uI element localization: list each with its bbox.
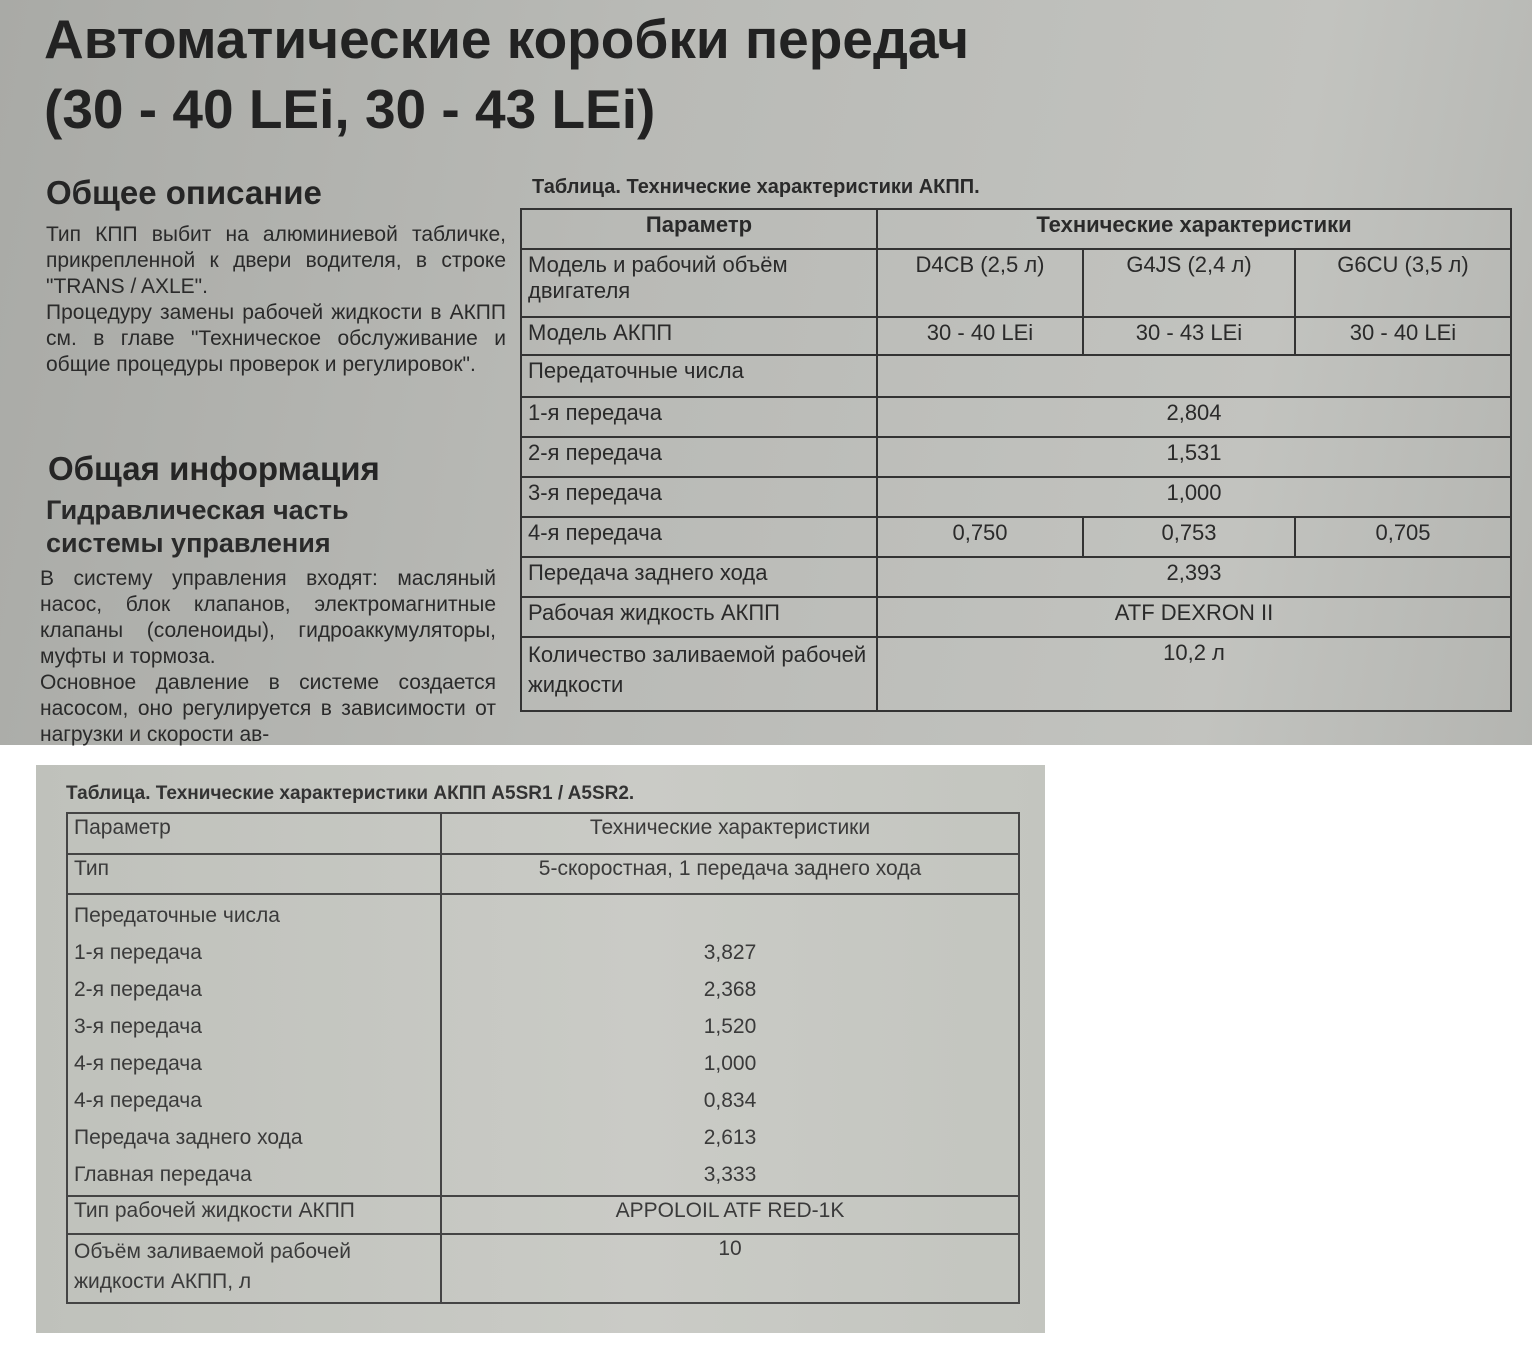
section-heading: Общая информация [48,450,380,487]
paragraph: В систему управления входят: масляный насос, блок клапанов, электромагнитные клапаны (соленоиды), гидроаккумуляторы, муфты и тормоза. Основное давление в системе создается насосом, оно регулируется в зависимости от нагрузки и скорости ав- [40,567,496,746]
cell: 30 - 40 LEi [877,317,1083,355]
header-cell: Параметр [521,209,877,249]
cell: 0,705 [1295,517,1511,557]
cell: 10 [441,1234,1019,1303]
row-label: 4-я передача [521,517,877,557]
spec-table [66,812,1020,1304]
row-label: 3-я передача [521,477,877,517]
row-label: Передаточные числа [521,355,877,397]
cell: APPOLOIL ATF RED-1K [441,1196,1019,1234]
header-cell: Технические характеристики [441,813,1019,854]
cell: G6CU (3,5 л) [1295,249,1511,317]
row-label: Модель АКПП [521,317,877,355]
section-heading: Общее описание [46,174,322,211]
header-cell: Параметр [67,813,441,854]
cell: 30 - 43 LEi [1083,317,1295,355]
cell: ATF DEXRON II [877,597,1511,637]
row-label: Количество заливаемой рабочей жидкости [521,637,877,711]
cell: D4CB (2,5 л) [877,249,1083,317]
ratio-values: 3,827 2,368 1,520 1,000 0,834 2,613 3,333 [441,894,1019,1196]
cell: 2,804 [877,397,1511,437]
row-label: Рабочая жидкость АКПП [521,597,877,637]
ratio-labels: Передаточные числа 1-я передача 2-я передача 3-я передача 4-я передача 4-я передача Передача заднего хода Главная передача [67,894,441,1196]
paragraph: Тип КПП выбит на алюминиевой табличке, прикрепленной к двери водителя, в строке "TRANS / AXLE". Процедуру замены рабочей жидкости в АКПП см. в главе "Техническое обслуживание и общие процедуры проверок и регулировок". [46,223,506,376]
header-cell: Технические характеристики [877,209,1511,249]
cell: G4JS (2,4 л) [1083,249,1295,317]
table-caption: Таблица. Технические характеристики АКПП A5SR1 / A5SR2. [66,783,635,804]
spec-table [520,208,1512,712]
cell: 5-скоростная, 1 передача заднего хода [441,854,1019,894]
page-photo-bottom [36,765,1045,1333]
subsection-heading: Гидравлическая часть системы управления [46,495,349,558]
row-label: Тип [67,854,441,894]
table-caption: Таблица. Технические характеристики АКПП. [532,176,980,198]
row-label: 2-я передача [521,437,877,477]
cell: 2,393 [877,557,1511,597]
row-label: 1-я передача [521,397,877,437]
cell: 0,750 [877,517,1083,557]
cell: 1,000 [877,477,1511,517]
row-label: Передача заднего хода [521,557,877,597]
cell: 0,753 [1083,517,1295,557]
row-label: Тип рабочей жидкости АКПП [67,1196,441,1234]
cell: 30 - 40 LEi [1295,317,1511,355]
page-title: Автоматические коробки передач (30 - 40 LEi, 30 - 43 LEi) [44,8,970,140]
cell: 1,531 [877,437,1511,477]
row-label: Модель и рабочий объём двигателя [521,249,877,317]
row-label: Объём заливаемой рабочей жидкости АКПП, л [67,1234,441,1303]
cell: 10,2 л [877,637,1511,711]
